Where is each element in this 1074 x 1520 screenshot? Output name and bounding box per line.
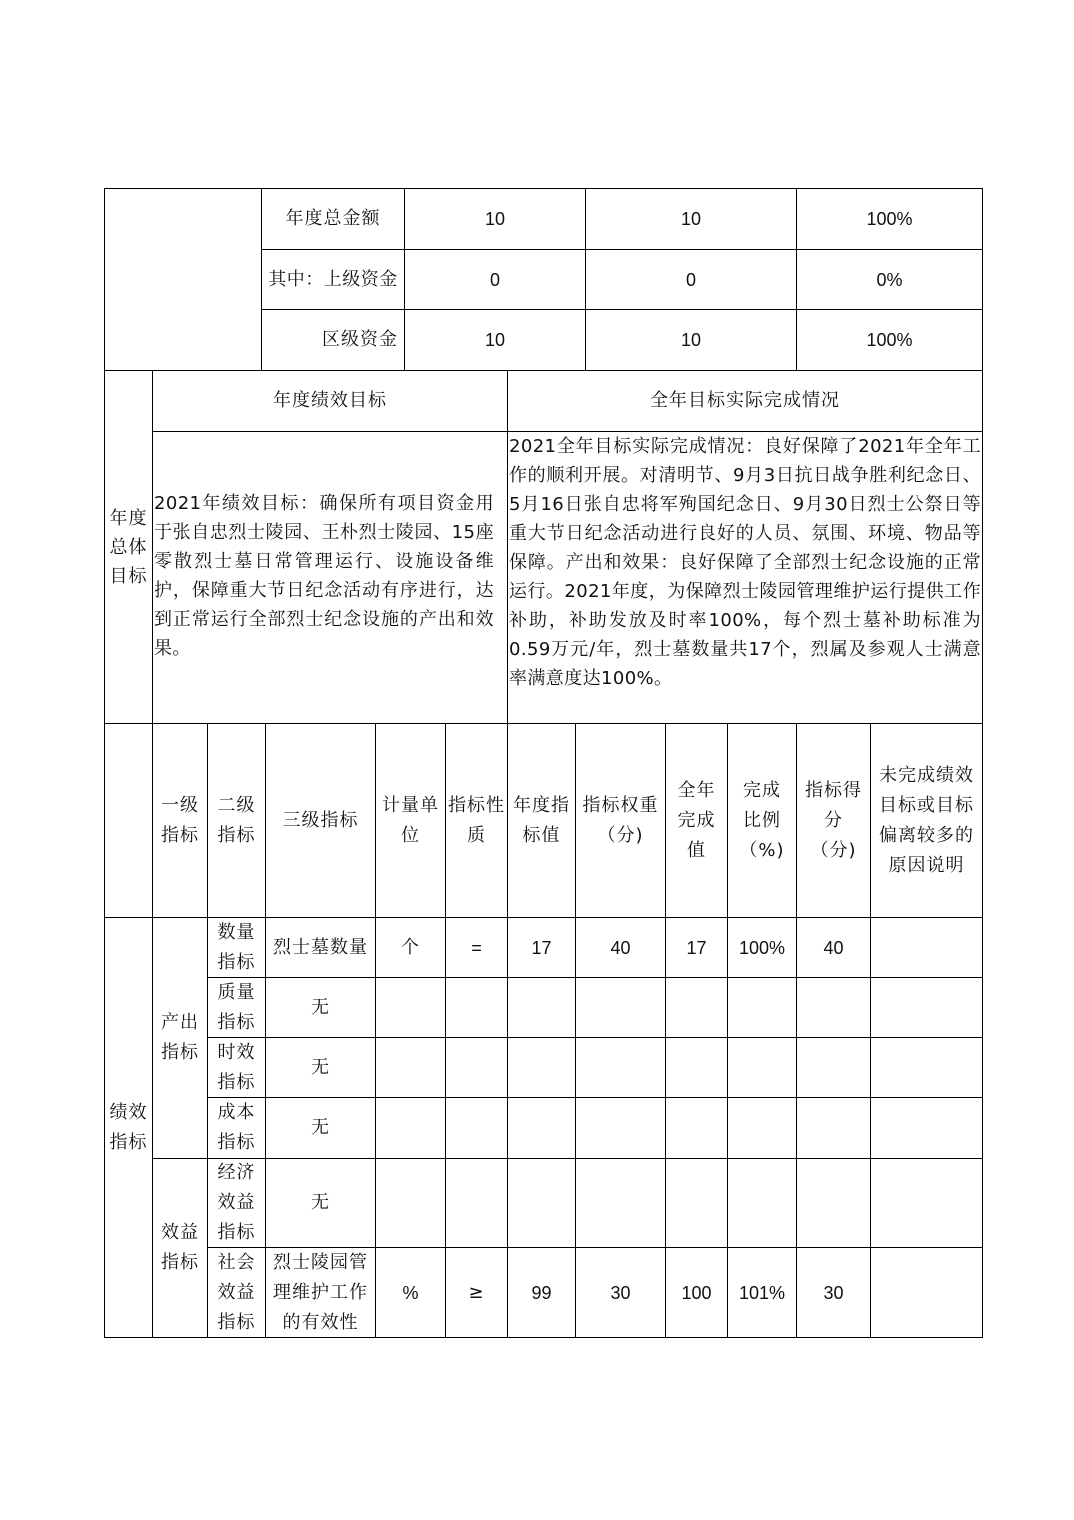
row-annual-value: 99 bbox=[531, 1282, 552, 1303]
row-ratio: 100% bbox=[738, 937, 786, 958]
row-unit: % bbox=[402, 1282, 419, 1303]
header-ratio: 完成比例（%) bbox=[739, 779, 785, 861]
row-weight: 30 bbox=[610, 1282, 631, 1303]
row-level2: 成本指标 bbox=[217, 1102, 256, 1153]
goals-actual-text: 2021全年目标实际完成情况：良好保障了2021年全年工作的顺利开展。对清明节、9月3日抗日战争胜利纪念日、5月16日张自忠将军殉国纪念日、9月30日烈士公祭日等重大节日纪念活动进行良好的人员、氛围、环境、物品等保障。产出和效果：良好保障了全部烈士纪念设施的正常运行。2021年度，为保障烈士陵园管理维护运行提供工作补助，补助发放及时率100%，每个烈士墓补助标准为0.59万元/年，烈士墓数量共17个，烈属及参观人士满意率满意度达100%。 bbox=[509, 436, 981, 689]
row-reason bbox=[871, 918, 982, 977]
budget-row-rate: 100% bbox=[866, 209, 913, 229]
header-level2: 二级指标 bbox=[217, 794, 256, 846]
row-level2: 社会效益指标 bbox=[217, 1251, 256, 1333]
row-level3: 无 bbox=[311, 1056, 330, 1078]
row-score: 40 bbox=[823, 937, 844, 958]
budget-row-label: 其中：上级资金 bbox=[268, 268, 398, 290]
header-weight: 指标权重（分) bbox=[582, 794, 659, 846]
row-level2: 数量指标 bbox=[217, 921, 256, 973]
budget-row-label: 年度总金额 bbox=[285, 208, 381, 229]
header-nature: 指标性质 bbox=[448, 794, 505, 846]
row-level3: 无 bbox=[311, 1192, 330, 1213]
budget-row-rate: 100% bbox=[866, 330, 913, 350]
row-level2: 经济效益指标 bbox=[217, 1162, 256, 1243]
header-unit: 计量单位 bbox=[382, 794, 439, 846]
goals-actual-header: 全年目标实际完成情况 bbox=[650, 390, 840, 411]
row-annual-value: 17 bbox=[531, 937, 552, 958]
header-actual: 全年完成值 bbox=[677, 779, 716, 861]
budget-row-value-1: 10 bbox=[484, 330, 506, 350]
row-actual: 100 bbox=[681, 1282, 712, 1303]
goals-side-label: 年度总体目标 bbox=[109, 507, 148, 587]
header-score: 指标得分（分) bbox=[805, 779, 862, 861]
budget-row-rate: 0% bbox=[876, 269, 903, 290]
header-annual-value: 年度指标值 bbox=[513, 794, 570, 846]
row-level3: 无 bbox=[311, 1117, 330, 1138]
row-unit: 个 bbox=[401, 936, 420, 958]
budget-row-value-1: 10 bbox=[484, 209, 506, 229]
row-level2: 质量指标 bbox=[217, 981, 256, 1033]
group-label-output: 产出指标 bbox=[161, 1012, 199, 1063]
header-reason: 未完成绩效目标或目标偏离较多的原因说明 bbox=[879, 764, 974, 876]
row-level2: 时效指标 bbox=[217, 1041, 256, 1093]
budget-row-value-1: 0 bbox=[489, 269, 500, 290]
row-nature: = bbox=[471, 937, 482, 958]
budget-row-value-2: 10 bbox=[680, 209, 702, 229]
goals-target-text: 2021年绩效目标：确保所有项目资金用于张自忠烈士陵园、王朴烈士陵园、15座零散烈士墓日常管理运行、设施设备维护，保障重大节日纪念活动有序进行，达到正常运行全部烈士纪念设施的产出和效果。 bbox=[154, 493, 494, 659]
performance-table bbox=[104, 188, 983, 1338]
row-level3: 烈士陵园管理维护工作的有效性 bbox=[273, 1251, 368, 1333]
goals-target-header: 年度绩效目标 bbox=[273, 390, 387, 411]
budget-row-label: 区级资金 bbox=[322, 329, 398, 350]
row-reason bbox=[871, 1248, 982, 1337]
indicators-side-label: 绩效指标 bbox=[109, 1101, 148, 1153]
group-label-benefit: 效益指标 bbox=[161, 1222, 199, 1273]
row-ratio: 101% bbox=[738, 1282, 786, 1303]
header-level3: 三级指标 bbox=[282, 809, 359, 831]
row-weight: 40 bbox=[610, 937, 631, 958]
row-level3: 烈士墓数量 bbox=[273, 936, 368, 958]
row-score: 30 bbox=[823, 1282, 844, 1303]
header-level1: 一级指标 bbox=[161, 794, 199, 846]
row-actual: 17 bbox=[686, 937, 707, 958]
row-level3: 无 bbox=[311, 996, 330, 1018]
row-nature: ≥ bbox=[468, 1281, 485, 1303]
budget-row-value-2: 10 bbox=[680, 330, 702, 350]
budget-row-value-2: 0 bbox=[685, 269, 696, 290]
